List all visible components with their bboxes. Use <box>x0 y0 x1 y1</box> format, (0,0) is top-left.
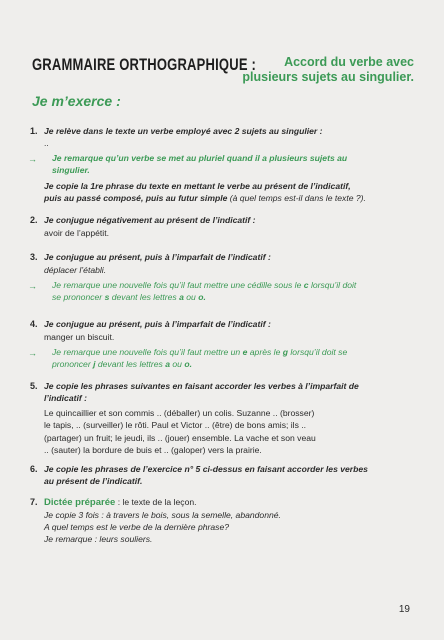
section-heading: Je m’exerce : <box>32 93 121 109</box>
exercise-7 <box>30 496 418 556</box>
lesson-category-title: GRAMMAIRE ORTHOGRAPHIQUE : <box>32 55 257 74</box>
exercise-4 <box>30 318 418 378</box>
exercise-instruction: Je conjugue au présent, puis à l’imparfait de l’indicatif : <box>44 319 271 329</box>
lesson-subject-title: Accord du verbe avec plusieurs sujets au singulier. <box>242 55 414 84</box>
exercise-content: manger un biscuit. <box>44 332 115 342</box>
exercise-3 <box>30 251 418 311</box>
exercise-number: 1. <box>30 126 38 136</box>
exercise-2 <box>30 214 418 244</box>
exercise-number: 4. <box>30 319 38 329</box>
exercise-instruction: Je copie les phrases suivantes en faisant accorder les verbes à l’imparfait de l’indicatif : <box>44 381 359 403</box>
arrow-icon: → <box>28 348 37 358</box>
exercise-content: déplacer l’établi. <box>44 265 107 275</box>
remark-note: Je remarque qu’un verbe se met au pluriel quand il a plusieurs sujets au singulier. <box>52 153 348 175</box>
page-number: 19 <box>398 604 410 615</box>
exercise-number: 7. <box>30 497 38 507</box>
exercise-instruction: Je copie les phrases de l’exercice n° 5 ci-dessus en faisant accorder les verbes au présent de l’indicatif. <box>44 464 368 486</box>
remark-note: Je remarque une nouvelle fois qu’il faut mettre un e après le g lorsqu’il doit se prononcer j devant les lettres a ou o. <box>52 347 348 369</box>
dictation-heading: Dictée préparée : le texte de la leçon. <box>44 497 197 508</box>
arrow-icon: → <box>28 154 37 164</box>
exercise-instruction: Je conjugue au présent, puis à l’imparfait de l’indicatif : <box>44 252 271 262</box>
exercise-number: 3. <box>30 252 38 262</box>
copy-instruction: Je copie la 1re phrase du texte en mettant le verbe au présent de l’indicatif, puis au passé composé, puis au futur simple (à quel temps est-il dans le texte ?). <box>44 181 366 203</box>
exercise-number: 5. <box>30 381 38 391</box>
exercise-6 <box>30 463 418 491</box>
exercise-instruction: Je relève dans le texte un verbe employé avec 2 sujets au singulier : <box>44 126 323 136</box>
remark-note: Je remarque une nouvelle fois qu’il faut mettre une cédille sous le c lorsqu’il doit se prononcer s devant les lettres a ou o. <box>52 280 357 302</box>
exercise-instruction: Je conjugue négativement au présent de l’indicatif : <box>44 215 256 225</box>
exercise-1 <box>30 125 418 215</box>
answer-dots: .. <box>44 138 49 148</box>
exercise-content: avoir de l’appétit. <box>44 228 109 238</box>
arrow-icon: → <box>28 281 37 291</box>
exercise-5 <box>30 380 418 460</box>
exercise-number: 6. <box>30 464 38 474</box>
exercise-content: Le quincaillier et son commis .. (déballer) un colis. Suzanne .. (brosser) le tapis, .. (surveiller) le rôti. Paul et Victor .. (être) de bons amis; ils .. (partager) un fruit; le jeudi, ils .. (jouer) ensemble. La vache et son veau .. (sauter) la bordure de buis et .. (galoper) vers la prairie. <box>44 408 316 456</box>
exercise-number: 2. <box>30 215 38 225</box>
exercise-content: Je copie 3 fois : à travers le bois, sous la semelle, abandonné. A quel temps est le verbe de la dernière phrase? Je remarque : leurs souliers. <box>44 510 281 544</box>
